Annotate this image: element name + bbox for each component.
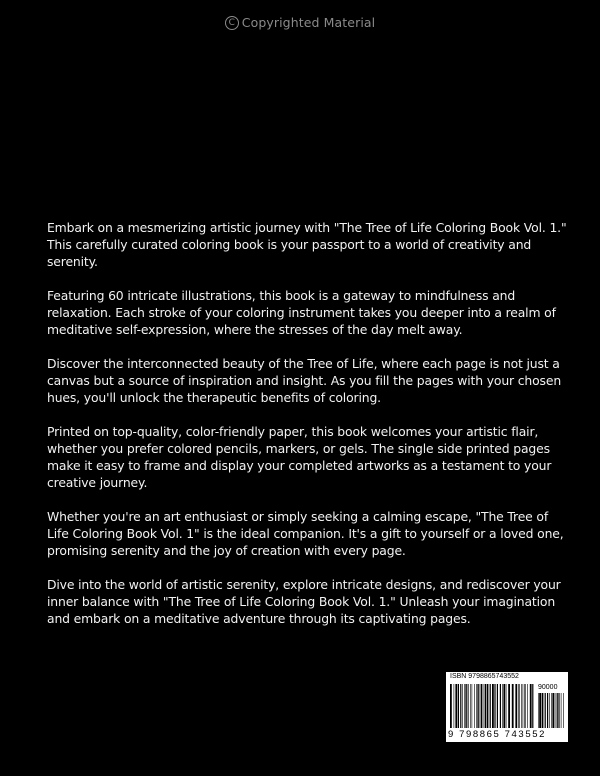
barcode-bar <box>558 693 559 728</box>
barcode-bar <box>478 684 479 728</box>
barcode-bar <box>462 684 463 728</box>
barcode-bar <box>503 684 505 728</box>
barcode-bar <box>555 693 556 728</box>
barcode-bar <box>468 684 469 728</box>
barcode-bar <box>497 684 498 728</box>
blurb-paragraph: Printed on top-quality, color-friendly paper, this book welcomes your artistic flair, whether you prefer colored pencils, markers, or gels. The single side printed pages make it easy to frame and display your completed artworks as a testament to your creative journey. <box>47 424 552 490</box>
blurb-paragraph: Featuring 60 intricate illustrations, this book is a gateway to mindfulness and relaxation. Each stroke of your coloring instrument takes you deeper into a realm of meditative self-expression, where the stresses of the day melt away. <box>47 288 556 337</box>
barcode-bar <box>523 684 524 728</box>
blurb-paragraph: Embark on a mesmerizing artistic journey with "The Tree of Life Coloring Book Vol. 1." This carefully curated coloring book is your passport to a world of creativity and serenity. <box>47 220 567 269</box>
barcode-bar <box>538 693 539 728</box>
barcode-bar <box>506 684 507 728</box>
barcode-bar <box>481 684 483 728</box>
barcode-bar <box>547 693 548 728</box>
price-code-bars <box>538 693 564 728</box>
barcode-bar <box>561 693 562 728</box>
barcode-bar <box>490 684 491 728</box>
barcode-bar <box>524 684 525 728</box>
barcode-bar <box>460 684 461 728</box>
barcode-bar <box>530 684 532 728</box>
blurb-paragraph: Dive into the world of artistic serenity, explore intricate designs, and rediscover your inner balance with "The Tree of Life Coloring Book Vol. 1." Unleash your imagination and embark on a meditative adventure through its captivating pages. <box>47 577 561 626</box>
barcode-bar <box>476 684 477 728</box>
isbn-barcode <box>446 672 568 742</box>
barcode-bars <box>450 684 534 728</box>
barcode-bar <box>474 684 475 728</box>
barcode-bar <box>502 684 503 728</box>
back-cover-blurb <box>47 219 567 644</box>
barcode-bar <box>539 693 541 728</box>
barcode-bar <box>500 684 501 728</box>
blurb-paragraph: Whether you're an art enthusiast or simply seeking a calming escape, "The Tree of Life Coloring Book Vol. 1" is the ideal companion. It's a gift to yourself or a loved one, promising serenity and the joy of creation with every page. <box>47 509 564 558</box>
price-code-label: 90000 <box>538 684 558 691</box>
barcode-bar <box>515 684 517 728</box>
barcode-bar <box>557 693 558 728</box>
copyright-icon: C <box>225 16 239 30</box>
barcode-bar <box>527 684 528 728</box>
barcode-bar <box>464 684 465 728</box>
isbn-label: ISBN 9798865743552 <box>450 673 519 680</box>
copyright-watermark-top <box>0 15 600 31</box>
barcode-bar <box>549 693 550 728</box>
barcode-bar <box>508 684 510 728</box>
barcode-bar <box>458 684 459 728</box>
barcode-bar <box>492 684 494 728</box>
watermark-text: Copyrighted Material <box>241 15 376 30</box>
barcode-bar <box>485 684 486 728</box>
barcode-bar <box>542 693 544 728</box>
barcode-bar <box>532 684 533 728</box>
barcode-bar <box>545 693 546 728</box>
barcode-bar <box>455 684 457 728</box>
barcode-bar <box>470 684 471 728</box>
barcode-bar <box>484 684 485 728</box>
barcode-bar <box>450 684 452 728</box>
barcode-bar <box>521 684 522 728</box>
barcode-bar <box>518 684 519 728</box>
barcode-bar <box>472 684 473 728</box>
barcode-bar <box>487 684 489 728</box>
barcode-bar <box>551 693 552 728</box>
barcode-bar <box>466 684 467 728</box>
barcode-bar <box>563 693 564 728</box>
barcode-bar <box>454 684 455 728</box>
barcode-digits: 9 798865 743552 <box>448 729 546 740</box>
barcode-bar <box>494 684 495 728</box>
barcode-bar <box>552 693 554 728</box>
blurb-paragraph: Discover the interconnected beauty of the Tree of Life, where each page is not just a canvas but a source of inspiration and insight. As you fill the pages with your chosen hues, you'll unlock the therapeutic benefits of coloring. <box>47 356 562 405</box>
barcode-bar <box>512 684 514 728</box>
